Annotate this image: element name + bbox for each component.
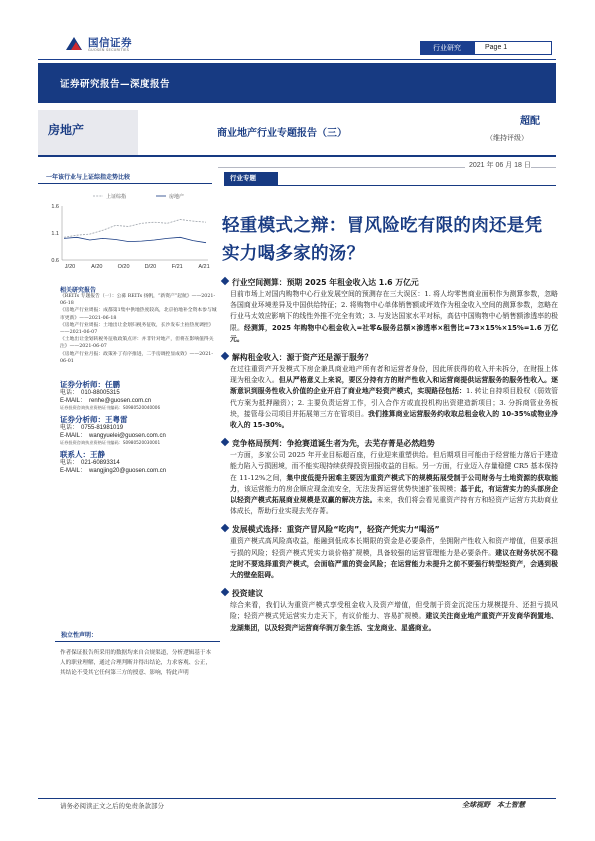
section-heading bbox=[222, 277, 558, 289]
analyst-name: 证券分析师：王粤雷 bbox=[60, 415, 128, 424]
section-heading-text: 行业空间测算：预期 2025 年租金收入达 1.6 万亿元 bbox=[232, 278, 419, 287]
analyst-email[interactable]: E-MAIL： wangjing20@guosen.com.cn bbox=[60, 467, 167, 474]
section-heading-text: 投资建议 bbox=[232, 589, 264, 599]
section-heading bbox=[222, 524, 558, 536]
article-section bbox=[222, 352, 558, 431]
main-title: 轻重模式之辩：冒风险吃有限的肉还是凭实力喝多家的汤？ bbox=[222, 216, 543, 264]
chart-x-tick-label: A/21 bbox=[198, 264, 210, 270]
analyst-name: 联系人：王静 bbox=[60, 450, 105, 459]
brand-sub: GUOSEN SECURITIES bbox=[88, 48, 130, 52]
related-research-item[interactable]: 《房地产行业月报：政策补丁有序推进，二手房调控显成效》——2021-06-01 bbox=[60, 351, 213, 364]
topic-divider bbox=[224, 185, 556, 186]
topic-tag: 行业专题 bbox=[224, 172, 278, 185]
footer-slogan: 全球视野 本土智慧 bbox=[462, 800, 525, 809]
report-date: 2021 年 06 月 18 日 bbox=[465, 160, 531, 170]
section-heading-text: 竞争格局预判：争抢赛道诞生者为先，去芜存菁是必然趋势 bbox=[232, 439, 435, 449]
diamond-bullet-icon bbox=[221, 524, 229, 532]
article-section bbox=[222, 438, 558, 517]
analyst-phone: 电话： 021-60893314 bbox=[60, 460, 120, 466]
related-research-title: 相关研究报告 bbox=[60, 287, 97, 294]
chart-y-tick-label: 0.6 bbox=[51, 258, 59, 264]
analyst-cert: 证券投资咨询执业资格证书编码：S0980520030001 bbox=[60, 440, 161, 445]
section-paragraph: 一方面，多家公司 2025 年开业目标超百座，行业迎来重塑供给。但后期项目可能由于经营能力落后于建造能力陷入亏损困境，而不能实现持续获得投资回报收益的目标。另一方面，行业迈入存量稳健 CR5 基本保持在 11-12%之间，集中度低提升困难主要因为重资产模式下的规模拓展受制于公司财务与土地资源的获取能力，该运营能力的房企顺应现金流安全，无法发挥运营优势快速扩张规模；基于此，有运营实力的头部房企以轻资产模式拓展商业规模是双赢的解决方法。未来，我们将会看见重资产持有方和轻资产运营方共助商业体成长，帮助行业实现去芜存菁。 bbox=[230, 451, 558, 516]
performance-chart bbox=[38, 186, 218, 276]
chart-x-tick-label: D/20 bbox=[144, 264, 157, 270]
brand-name: 国信证券 bbox=[88, 37, 132, 49]
section-heading bbox=[222, 352, 558, 364]
report-series-title: 商业地产行业专题报告（三） bbox=[217, 128, 347, 139]
analyst-card bbox=[60, 449, 220, 475]
article-section bbox=[222, 277, 558, 345]
banner-text: 证券研究报告—深度报告 bbox=[60, 79, 171, 90]
analyst-list bbox=[60, 379, 220, 478]
brand-logo bbox=[64, 34, 154, 54]
sector-box bbox=[38, 110, 138, 157]
report-type-banner bbox=[38, 63, 556, 103]
related-research-item[interactable]: 《房地产行业周报：土地出让金划归税务征收，长沙发布土拍热度调控》——2021-06-07 bbox=[60, 322, 214, 336]
chart-heading bbox=[38, 172, 212, 184]
related-research-list bbox=[60, 293, 220, 365]
header-tag: 行业研究 bbox=[420, 41, 474, 55]
related-research-item[interactable]: 《房地产行业周报：成都第1集中供地热度较高，北京拍地补全资本参与城市更新》——2021-06-18 bbox=[60, 308, 217, 321]
sector-name: 房地产 bbox=[48, 123, 85, 137]
chart-x-tick-label: A/20 bbox=[91, 264, 103, 270]
chart-series-line bbox=[64, 237, 206, 242]
chart-legend-label: 房地产 bbox=[169, 194, 185, 200]
section-paragraph: 目前市场上对国内购物中心行业发展空间的预测存在三大误区：1. 将人均零售商业面积作为测算参数，忽略各国商业环境差异及中国供给特征；2. 将购物中心单体销售额或坪效作为租金收入空间的测算参数，忽略在行业马太效应影响下的线性外推不完全有效；3. 与发达国家水平对标，高估中国购物中心销售额渗透率的极限。经测算，2025 年购物中心租金收入=社零&服务总额×渗透率×租售比=73×15%×15%=1.6 万亿元。 bbox=[230, 290, 558, 343]
analyst-phone: 电话： 0755-81981019 bbox=[60, 425, 124, 431]
article-body bbox=[222, 277, 558, 641]
chart-series-line bbox=[64, 220, 206, 238]
analyst-email[interactable]: E-MAIL： renhe@guosen.com.cn bbox=[60, 397, 152, 404]
chart-y-tick-label: 1.1 bbox=[51, 231, 59, 237]
analyst-card bbox=[60, 414, 220, 446]
chart-legend-label: 上证综指 bbox=[106, 194, 127, 200]
section-heading-text: 解构租金收入：源于资产还是源于服务？ bbox=[232, 353, 373, 363]
disclaimer-title: 独立性声明： bbox=[61, 632, 98, 639]
chart-x-tick-label: O/20 bbox=[117, 264, 130, 270]
rating-note: （维持评级） bbox=[486, 134, 528, 142]
section-heading bbox=[222, 588, 558, 600]
analyst-phone: 电话： 010-88005315 bbox=[60, 390, 120, 396]
section-heading bbox=[222, 438, 558, 450]
rating: 超配 bbox=[520, 116, 540, 127]
diamond-bullet-icon bbox=[221, 277, 229, 285]
analyst-email[interactable]: E-MAIL： wangyuelei@guosen.com.cn bbox=[60, 432, 166, 439]
page-number: Page 1 bbox=[474, 41, 552, 55]
analyst-card bbox=[60, 379, 220, 411]
section-paragraph: 重资产模式高风险高收益，能融到低成本长期限的资金是必要条件，坐拥附产性收入和资产增值，但要承担亏损的风险；轻资产模式凭实力谈价格扩规模，具备较强的运营管理能力是必要条件。建议在财务状况不稳定时不要选择重资产模式，会面临严重的资金风险；在运营能力未提升之前不要强行转型轻资产，会遇到极大的壁垒阻碍。 bbox=[230, 537, 558, 580]
report-title-box bbox=[138, 110, 556, 157]
article-section bbox=[222, 524, 558, 581]
section-paragraph: 在过往重资产开发模式下房企兼具商业地产所有者和运营者身份，因此所获得的收入并未拆分，在财报上体现为租金收入。但从严格意义上来说，要区分持有方的财产性收入和运营商提供运营服务的服务性收入。逐渐意识到服务性收入价值的企业开启了商业地产轻资产模式，实现路径包括：1. 转让自持项目股权（弱效管代方案为抵押融资）；2. 主要负责运营工作，引入合作方或直投机构出资建造新项目；3. 分拆商管业务板块，接管母公司项目并拓展第三方在管项目。我们推算商业运营服务约收取总租金收入的 10-35%或物业净收入的 15-30%。 bbox=[230, 365, 558, 430]
footer-divider bbox=[38, 798, 556, 799]
analyst-name: 证券分析师：任鹏 bbox=[60, 380, 120, 389]
diamond-bullet-icon bbox=[221, 438, 229, 446]
section-heading-text: 发展模式选择：重资产冒风险“吃肉”，轻资产凭实力“喝汤” bbox=[232, 525, 440, 535]
diamond-bullet-icon bbox=[221, 352, 229, 360]
brand-logo-icon bbox=[64, 34, 84, 54]
article-section bbox=[222, 588, 558, 634]
section-paragraph: 综合来看，我们认为重资产模式享受租金收入及资产增值，但受制于资金沉淀压力规模提升、还担亏损风险；轻资产模式凭运营实力走天下，有议价能力、容易扩规模。建议关注商业地产重资产开发商华润置地、龙湖集团，以及轻资产运营商华润万象生活、宝龙商业、星盛商业。 bbox=[230, 601, 558, 632]
chart-title: 一年该行业与上证综指走势比较 bbox=[46, 174, 131, 181]
footer-disclaimer: 请务必阅读正文之后的免责条款部分 bbox=[60, 802, 164, 810]
disclaimer-body: 作者保证报告所采用的数据均来自合规渠道，分析逻辑基于本人的职业理解，通过合理判断并得出结论，力求客观、公正，其结论不受其它任何第三方的授意、影响，特此声明 bbox=[60, 650, 212, 676]
related-research-item[interactable]: 《REITs 专题报告（一）：公募 REITs 扬帆，“新资产”起航》——2021-06-18 bbox=[60, 294, 216, 307]
related-research-item[interactable]: 《土地出让金划转税务征收政策点评：并非针对地产，但将在影响值得关注》——2021-06-07 bbox=[60, 337, 214, 350]
chart-x-tick-label: F/21 bbox=[171, 264, 183, 270]
chart-y-tick-label: 1.6 bbox=[51, 204, 59, 210]
header-divider bbox=[38, 59, 556, 60]
chart-x-tick-label: J/20 bbox=[64, 264, 76, 270]
disclaimer-heading bbox=[55, 630, 220, 642]
analyst-cert: 证券投资咨询执业资格证书编码：S0980520040006 bbox=[60, 405, 161, 410]
diamond-bullet-icon bbox=[221, 588, 229, 596]
